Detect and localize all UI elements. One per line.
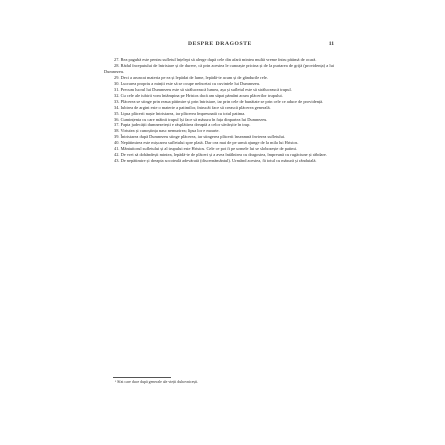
footnote: ¹ Sfat care duce după generale ale vieții duhovnicești. <box>115 380 199 384</box>
paragraph: 31. Precum lucrul lui Dumnezeu este să strălucească lumea, așa și sufletul este să strălucească trupul. <box>114 86 292 92</box>
paragraph: 42. De vrei să dobândești mintea, lepădă-te de plăceri și a avea întâlnirea cu dragostea, împreună cu rugăciune și răbdare. <box>114 152 327 158</box>
paragraph: 30. Lucrarea propriu a minții este să se ocupe neîncetat cu cuvintele lui Dumnezeu. <box>114 80 261 86</box>
body-text <box>104 57 334 164</box>
paragraph: 32. Cu cele ale iubirii vom întâmpina pe Hristos dacă am săpat pământ acum plăcerilor trupului. <box>114 92 283 98</box>
paragraph: 28. Rădul începutului de întristare și de durere, că prin acestea le cunoaște pricina și de la purtarea de grijă (providența) a lui Dumnezeu. <box>104 62 334 74</box>
footnote-divider <box>113 377 171 378</box>
running-title: DESPRE DRAGOSTE <box>188 41 252 47</box>
paragraph: 37. Fapta judecății dumnezeiești e răsplătirea dreaptă a celor săvârșite în trup. <box>114 122 251 128</box>
paragraph: 39. Întristarea după Dumnezeu stinge plăcerea, iar stingerea plăcerii înseamnă învierea sufletului. <box>114 134 286 140</box>
paragraph: 27. Rea pagubă este pentru sufletul înțelept să alerge după cele din afară mintea multă vreme întru pătimă de ocară. <box>114 57 317 62</box>
paragraph: 34. Iubirea de argint este o materie a patimilor, întrucât face să crească plăcerea generală. <box>114 104 271 110</box>
paragraph: 29. Deci a aruncat materia pe ea și lepădat de lume, lepădă-te acum și de gândurile rele. <box>114 74 268 80</box>
paragraph: 35. Lipsa plăcerii naște întristarea, iar plăcerea împreunată cu totul patima. <box>114 110 246 116</box>
paragraph: 38. Virtutea și cunoștința nasc nemurirea; lipsa lor e moarte. <box>114 128 220 134</box>
paragraph: 40. Nepătimirea este mișcarea sufletului spre plată. Dar cea mai de pe urmă ajunge de la mila lui Hristos. <box>114 140 299 146</box>
paragraph: 33. Plăcerea se stinge prin reaua pătimire și prin întristare, iar prin cele de bunătate se prin cele ce aduce de providență. <box>114 98 324 104</box>
paragraph: 41. Mântuitorul sufletului și al trupului este Hristos. Cele ce pot fi pe urmele lui se slobozește de patimi. <box>114 146 298 152</box>
page-number: 11 <box>328 41 334 47</box>
paragraph: 36. Cumințenia cu care mâinii trupul își face să măsura în fața dinpartea lui Dumnezeu. <box>114 116 268 122</box>
page-header <box>104 41 334 51</box>
paragraph: 43. De nepătimire și dreapta socoteală adevărată (discernământul). Urmând acestea, fă totul cu măsură și rânduială. <box>114 158 317 164</box>
